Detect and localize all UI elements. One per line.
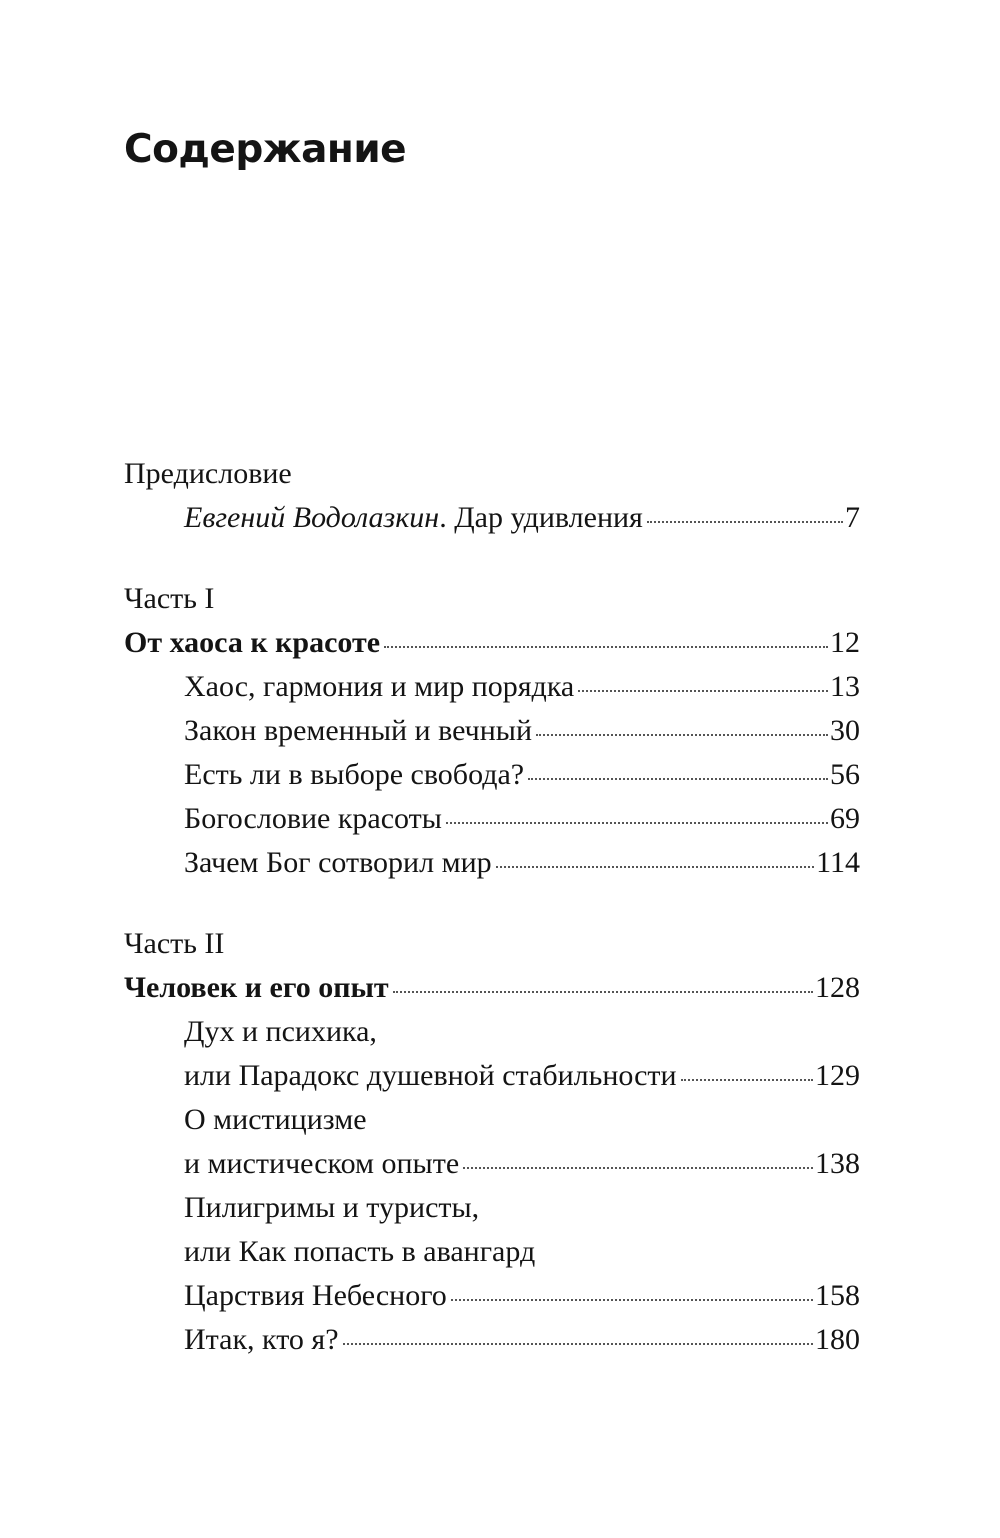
dot-leader	[578, 690, 828, 692]
preface-author: Евгений Водолазкин	[184, 501, 440, 534]
page-number: 129	[815, 1059, 860, 1092]
toc-entry	[124, 1054, 860, 1098]
toc-entry	[124, 841, 860, 885]
page-title: Содержание	[124, 127, 407, 172]
entry-title: Зачем Бог сотворил мир	[184, 846, 492, 879]
part2-heading: Часть II	[124, 927, 225, 960]
dot-leader	[647, 521, 843, 523]
toc-entry	[124, 1318, 860, 1362]
entry-title: От хаоса к красоте	[124, 626, 381, 659]
page-number: 158	[815, 1279, 860, 1312]
toc-entry-part2-main	[124, 966, 860, 1010]
dot-leader	[496, 866, 814, 868]
dot-leader	[536, 734, 828, 736]
page-number: 7	[845, 501, 860, 534]
table-of-contents	[124, 452, 860, 1399]
page-number: 69	[830, 802, 860, 835]
entry-title: Есть ли в выборе свобода?	[184, 758, 525, 791]
toc-entry	[124, 753, 860, 797]
toc-entry	[124, 709, 860, 753]
toc-entry-part1-main	[124, 621, 860, 665]
page-number: 128	[815, 971, 860, 1004]
preface-title: . Дар удивления	[439, 501, 643, 534]
entry-title: Богословие красоты	[184, 802, 442, 835]
entry-title: или Парадокс душевной стабильности	[184, 1059, 677, 1092]
toc-entry	[124, 665, 860, 709]
page-number: 180	[815, 1323, 860, 1356]
dot-leader	[384, 646, 828, 648]
page-number: 138	[815, 1147, 860, 1180]
entry-title: Закон временный и вечный	[184, 714, 533, 747]
page-number: 13	[830, 670, 860, 703]
dot-leader	[681, 1079, 813, 1081]
dot-leader	[343, 1343, 813, 1345]
dot-leader	[528, 778, 828, 780]
toc-entry	[124, 1274, 860, 1318]
entry-title: Хаос, гармония и мир порядка	[184, 670, 575, 703]
part1-section	[124, 577, 860, 885]
part2-section	[124, 922, 860, 1362]
page-number: 114	[816, 846, 860, 879]
entry-title: Человек и его опыт	[124, 971, 389, 1004]
entry-title-line: Пилигримы и туристы,	[184, 1191, 480, 1224]
page-number: 30	[830, 714, 860, 747]
part1-heading: Часть I	[124, 582, 215, 615]
entry-title-line: или Как попасть в авангард	[184, 1235, 536, 1268]
toc-entry-preface	[124, 496, 860, 540]
entry-title: и мистическом опыте	[184, 1147, 460, 1180]
entry-title-line: Дух и психика,	[184, 1015, 377, 1048]
entry-title: Итак, кто я?	[184, 1323, 339, 1356]
entry-title	[184, 496, 643, 540]
entry-title-line: О мистицизме	[184, 1103, 367, 1136]
page-number: 12	[830, 626, 860, 659]
toc-entry	[124, 1142, 860, 1186]
entry-title: Царствия Небесного	[184, 1279, 447, 1312]
toc-entry	[124, 797, 860, 841]
page-number: 56	[830, 758, 860, 791]
dot-leader	[393, 991, 813, 993]
dot-leader	[451, 1299, 813, 1301]
dot-leader	[446, 822, 828, 824]
preface-heading: Предисловие	[124, 457, 292, 490]
preface-section	[124, 452, 860, 540]
dot-leader	[463, 1167, 813, 1169]
